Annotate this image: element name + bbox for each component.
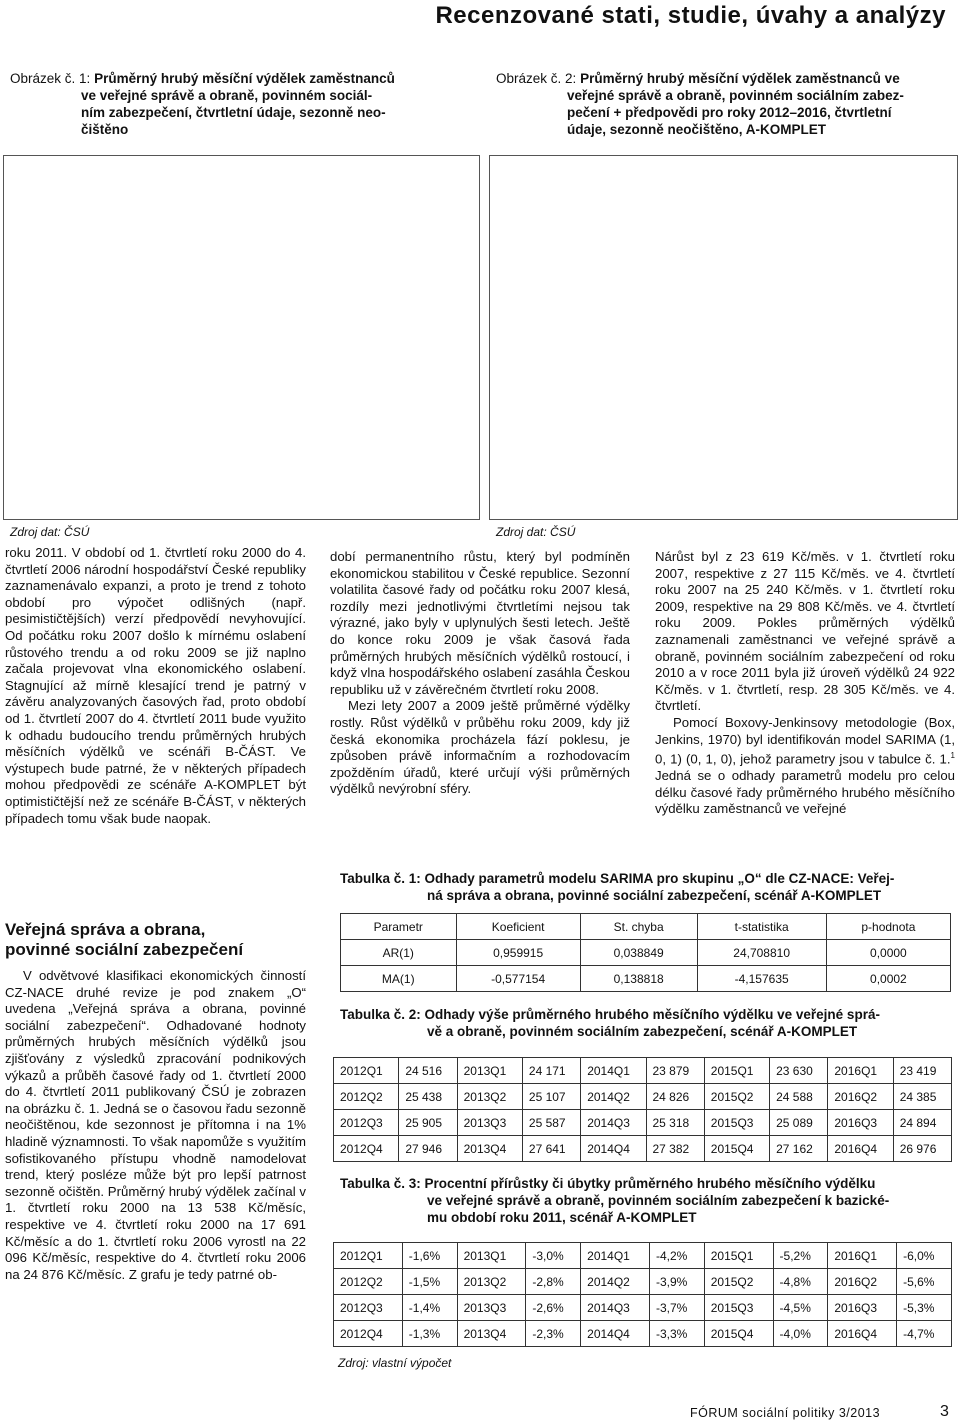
figure2-label: Obrázek č. 2: <box>496 71 577 86</box>
table-cell: 27 382 <box>646 1136 704 1162</box>
table-cell: 25 089 <box>770 1110 828 1136</box>
table-cell: -5,3% <box>897 1295 952 1321</box>
table-cell: 2015Q3 <box>704 1110 769 1136</box>
column-1-text-2 <box>5 968 306 1283</box>
page-header-title: Recenzované stati, studie, úvahy a analýzy <box>435 2 946 29</box>
table2-caption-line: Odhady výše průměrného hrubého měsíčního výdělku ve veřejné sprá- <box>424 1007 880 1022</box>
table1-header: p-hodnota <box>826 914 950 940</box>
table-cell: 2014Q3 <box>581 1295 650 1321</box>
table-cell: 2016Q3 <box>828 1295 897 1321</box>
table-cell: 2012Q4 <box>334 1136 399 1162</box>
table3-source: Zdroj: vlastní výpočet <box>338 1356 452 1370</box>
table-cell: 24,708810 <box>697 940 826 966</box>
table-cell: 2013Q2 <box>457 1269 526 1295</box>
table-cell: 2016Q1 <box>828 1058 893 1084</box>
table-cell: 24 385 <box>893 1084 951 1110</box>
column-1-text <box>5 545 306 827</box>
col3-paragraph-2b: Jedná se o odhady parametrů modelu pro celou délku časové řady průměrného hrubého měsíčního výdělku zaměstnanců ve veřejné <box>655 768 955 817</box>
table-cell: 23 419 <box>893 1058 951 1084</box>
table-cell: AR(1) <box>341 940 457 966</box>
table3 <box>333 1242 952 1347</box>
table-cell: -2,8% <box>526 1269 581 1295</box>
table3-label: Tabulka č. 3: <box>340 1176 421 1191</box>
table-cell: 0,138818 <box>580 966 697 992</box>
journal-footer: FÓRUM sociální politiky 3/2013 <box>690 1406 881 1420</box>
table-row <box>334 1084 952 1110</box>
table-cell: 2013Q4 <box>457 1136 522 1162</box>
table-cell: 2015Q4 <box>704 1321 773 1347</box>
figure2-source: Zdroj dat: ČSÚ <box>496 525 576 539</box>
table-row <box>334 1058 952 1084</box>
table-cell: 2016Q1 <box>828 1243 897 1269</box>
figure2-caption-line: pečení + předpovědi pro roky 2012–2016, čtvrtletní <box>567 105 892 120</box>
table-cell: -5,6% <box>897 1269 952 1295</box>
table-cell: 2015Q2 <box>704 1084 769 1110</box>
table-cell: 2014Q3 <box>581 1110 646 1136</box>
figure1-caption-line: ve veřejné správě a obraně, povinném sociál- <box>81 88 373 103</box>
col3-paragraph-1: Nárůst byl z 23 619 Kč/měs. v 1. čtvrtletí roku 2007, respektive z 27 115 Kč/měs. ve 4. čtvrtletí roku 2007 na 25 240 Kč/měs. v 1. čtvrtletí roku 2009, respektive na 29 808 Kč/měs. ve 4. čtvrtletí roku 2009. Pokles průměrných výdělků zaznamenali zaměstnanci ve veřejné správě a obraně, povinném sociálním zabezpečení od roku 2010 a v roce 2011 byla již úroveň výdělků 24 922 Kč/měs. v 1. čtvrtletí, resp. 28 305 Kč/měs. ve 4. čtvrtletí. <box>655 549 955 714</box>
table-cell: -4,157635 <box>697 966 826 992</box>
table-cell: MA(1) <box>341 966 457 992</box>
table-row <box>334 1110 952 1136</box>
table3-caption-line: ve veřejné správě a obraně, povinném sociálním zabezpečení k bazické- <box>427 1193 890 1208</box>
table-cell: 2012Q4 <box>334 1321 403 1347</box>
table-row <box>334 1136 952 1162</box>
table-row <box>341 940 951 966</box>
table2-caption-line: vě a obraně, povinném sociálním zabezpečení, scénář A-KOMPLET <box>427 1024 858 1039</box>
table-cell: 25 438 <box>399 1084 457 1110</box>
table-cell: 27 946 <box>399 1136 457 1162</box>
table-cell: 24 894 <box>893 1110 951 1136</box>
table2-caption <box>340 1006 955 1040</box>
table1-header: St. chyba <box>580 914 697 940</box>
table-cell: 2014Q4 <box>581 1321 650 1347</box>
table-cell: 2013Q1 <box>457 1058 522 1084</box>
table-cell: 2013Q4 <box>457 1321 526 1347</box>
table1-header: Koeficient <box>456 914 580 940</box>
table-cell: -4,2% <box>649 1243 704 1269</box>
table-cell: 2013Q3 <box>457 1110 522 1136</box>
figure1-label: Obrázek č. 1: <box>10 71 91 86</box>
table-cell: -3,3% <box>649 1321 704 1347</box>
table-cell: -3,0% <box>526 1243 581 1269</box>
table-row <box>341 966 951 992</box>
figure2-caption <box>496 70 956 138</box>
table-row <box>334 1269 952 1295</box>
col1-paragraph-1: roku 2011. V období od 1. čtvrtletí roku 2000 do 4. čtvrtletí 2006 národní hospodářství České republiky zaznamenávalo expanzi, a proto je trend z tohoto období pro výpočet odlišných (např. pesimističtějších) verzí předpovědí nevyhovující. Od počátku roku 2007 došlo k mírnému oslabení růstového trendu a od roku 2009 se již naplno začala projevovat vlna ekonomického oslabení. Stagnující až mírně klesající trend je patrný v závěru analyzovaných časových řad, proto období od 1. čtvrtletí 2007 do 4. čtvrtletí 2011 bude využito k odhadu budoucího trendu průměrných hrubých měsíčních výdělků ve scénáři B-ČÁST. Ve výstupech bude patrné, že v některých případech mohou předpovědi ze scénáře A-KOMPLET být optimističtější než ze scénáře B-ČÁST, v některých případech tomu však bude naopak. <box>5 545 306 826</box>
table-cell: 2015Q1 <box>704 1058 769 1084</box>
table-cell: 2014Q2 <box>581 1084 646 1110</box>
table-cell: 23 879 <box>646 1058 704 1084</box>
table-cell: 2012Q1 <box>334 1058 399 1084</box>
table-cell: -6,0% <box>897 1243 952 1269</box>
table-cell: -4,0% <box>773 1321 828 1347</box>
table-cell: 27 162 <box>770 1136 828 1162</box>
table-cell: 2014Q4 <box>581 1136 646 1162</box>
col1-paragraph-2: V odvětvové klasifikaci ekonomických činností CZ-NACE druhé revize je pod znakem „O“ uvedena „Veřejná správa a obrana, povinné sociální zabezpečení“. Odhadované hodnoty průměrných hrubých měsíčních výdělků jsou zjišťovány z výsledků zpracování podnikových výkazů a průběh časové řady od 1. čtvrtletí 2000 do 4. čtvrtletí 2011 publikovaný ČSÚ je zobrazen na obrázku č. 1. Jedná se o časovou řadu sezonně neočištěnou, kde sezonnost je přítomna i na 1% hladině významnosti. To však napomůže s využitím sofistikovaného přístupu vhodně namodelovat trend, který posléze může být pro lepší patrnost sezonně očištěn. Průměrný hrubý výdělek začínal v 1. čtvrtletí roku 2000 na 13 538 Kč/měsíc, respektive ve 4. čtvrtletí roku 2000 na 17 691 Kč/měsíc a do 1. čtvrtletí roku 2006 vyrostl na 22 096 Kč/měsíc, respektive do 4. čtvrtletí roku 2006 na 24 876 Kč/měsíc. Z grafu je tedy patrné ob- <box>5 968 306 1282</box>
figure1-caption <box>10 70 480 138</box>
table3-caption-line: mu období roku 2011, scénář A-KOMPLET <box>427 1210 697 1225</box>
table-cell: 0,0000 <box>826 940 950 966</box>
figure2-caption-line: údaje, sezonně neočištěno, A-KOMPLET <box>567 122 827 137</box>
table-cell: 2012Q3 <box>334 1295 403 1321</box>
table1-caption-line: Odhady parametrů modelu SARIMA pro skupinu „O“ dle CZ-NACE: Veřej- <box>424 871 895 886</box>
table-cell: 2014Q1 <box>581 1058 646 1084</box>
table-cell: -2,3% <box>526 1321 581 1347</box>
table-cell: 26 976 <box>893 1136 951 1162</box>
table-cell: -3,9% <box>649 1269 704 1295</box>
table-cell: 2016Q2 <box>828 1084 893 1110</box>
table-cell: 2014Q2 <box>581 1269 650 1295</box>
table-cell: 23 630 <box>770 1058 828 1084</box>
table-cell: 2012Q1 <box>334 1243 403 1269</box>
col2-paragraph-2: Mezi lety 2007 a 2009 ještě průměrné výdělky rostly. Růst výdělků v průběhu roku 2009, kdy již česká ekonomika procházela fází poklesu, je způsoben právě informačním a rozhodovacím zpožděním úřadů, které určují výši průměrných výdělků nevýrobní sféry. <box>330 698 630 797</box>
table1 <box>340 913 951 992</box>
table3-caption-line: Procentní přírůstky či úbytky průměrného hrubého měsíčního výdělku <box>424 1176 876 1191</box>
table-cell: 2013Q3 <box>457 1295 526 1321</box>
table-cell: 25 587 <box>522 1110 580 1136</box>
section-heading-line-2: povinné sociální zabezpečení <box>5 940 244 959</box>
table-cell: 24 516 <box>399 1058 457 1084</box>
table-cell: 2016Q3 <box>828 1110 893 1136</box>
table-cell: 25 107 <box>522 1084 580 1110</box>
table-cell: 2016Q4 <box>828 1136 893 1162</box>
col2-paragraph-1: dobí permanentního růstu, který byl podmíněn ekonomickou stabilitou v České republice. Sezonní volatilita časové řady od počátku roku 2007 klesá, rozdíly mezi jednotlivými čtvrtletími nejsou tak výrazné, jako byly v uplynulých šesti letech. Ještě do konce roku 2009 je však časová řada průměrných hrubých měsíčních výdělků rostoucí, i když vlna hospodářského oslabení zasáhla Českou republiku už v závěrečném čtvrtletí roku 2008. <box>330 549 630 697</box>
table-cell: -3,7% <box>649 1295 704 1321</box>
table-cell: 27 641 <box>522 1136 580 1162</box>
table1-caption-line: ná správa a obrana, povinné sociální zabezpečení, scénář A-KOMPLET <box>427 888 882 903</box>
table1-header-row <box>341 914 951 940</box>
figure1-caption-line: čištěno <box>81 122 129 137</box>
table-cell: 2013Q1 <box>457 1243 526 1269</box>
table-cell: 2015Q4 <box>704 1136 769 1162</box>
table-cell: -5,2% <box>773 1243 828 1269</box>
table-cell: -4,7% <box>897 1321 952 1347</box>
figure2-image <box>489 155 958 520</box>
table-cell: 24 826 <box>646 1084 704 1110</box>
table1-caption <box>340 870 955 904</box>
table-cell: 2013Q2 <box>457 1084 522 1110</box>
table3-caption <box>340 1175 955 1226</box>
table-cell: 0,0002 <box>826 966 950 992</box>
table-cell: -1,6% <box>402 1243 457 1269</box>
table-cell: 2015Q2 <box>704 1269 773 1295</box>
table-cell: -2,6% <box>526 1295 581 1321</box>
table-cell: -1,4% <box>402 1295 457 1321</box>
table-cell: 25 318 <box>646 1110 704 1136</box>
table-cell: 24 171 <box>522 1058 580 1084</box>
figure1-caption-line: Průměrný hrubý měsíční výdělek zaměstnanců <box>94 71 395 86</box>
table-cell: 2014Q1 <box>581 1243 650 1269</box>
table-cell: 2015Q1 <box>704 1243 773 1269</box>
table-cell: 25 905 <box>399 1110 457 1136</box>
table-row <box>334 1321 952 1347</box>
table-cell: -1,3% <box>402 1321 457 1347</box>
table-row <box>334 1243 952 1269</box>
figure2-caption-line: Průměrný hrubý měsíční výdělek zaměstnanců ve <box>580 71 900 86</box>
table-cell: 2016Q2 <box>828 1269 897 1295</box>
figure2-caption-line: veřejné správě a obraně, povinném sociálním zabez- <box>567 88 904 103</box>
table1-header: Parametr <box>341 914 457 940</box>
table-cell: 2012Q2 <box>334 1269 403 1295</box>
column-3-text <box>655 549 955 818</box>
figure1-caption-line: ním zabezpečení, čtvrtletní údaje, sezonně neo- <box>81 105 386 120</box>
column-2-text <box>330 549 630 798</box>
table-cell: 2015Q3 <box>704 1295 773 1321</box>
col3-paragraph-2a: Pomocí Boxovy-Jenkinsovy metodologie (Box, Jenkins, 1970) byl identifikován model SARIMA (1, 0, 1) (0, 1, 0), jehož parametry jsou v tabulce č. 1. <box>655 714 955 767</box>
table2-label: Tabulka č. 2: <box>340 1007 421 1022</box>
table-cell: -1,5% <box>402 1269 457 1295</box>
table2 <box>333 1057 952 1162</box>
table1-label: Tabulka č. 1: <box>340 871 421 886</box>
table-cell: 2012Q2 <box>334 1084 399 1110</box>
table-cell: -4,5% <box>773 1295 828 1321</box>
section-heading-line-1: Veřejná správa a obrana, <box>5 920 206 939</box>
table-cell: 0,038849 <box>580 940 697 966</box>
page-number: 3 <box>940 1403 949 1420</box>
table-cell: 2016Q4 <box>828 1321 897 1347</box>
footnote-mark: 1 <box>950 751 955 761</box>
section-heading <box>5 920 306 960</box>
table-row <box>334 1295 952 1321</box>
col3-paragraph-2 <box>655 715 955 818</box>
figure1-image <box>3 155 480 520</box>
table-cell: -4,8% <box>773 1269 828 1295</box>
table-cell: -0,577154 <box>456 966 580 992</box>
table-cell: 0,959915 <box>456 940 580 966</box>
table-cell: 24 588 <box>770 1084 828 1110</box>
table-cell: 2012Q3 <box>334 1110 399 1136</box>
table1-header: t-statistika <box>697 914 826 940</box>
figure1-source: Zdroj dat: ČSÚ <box>10 525 90 539</box>
